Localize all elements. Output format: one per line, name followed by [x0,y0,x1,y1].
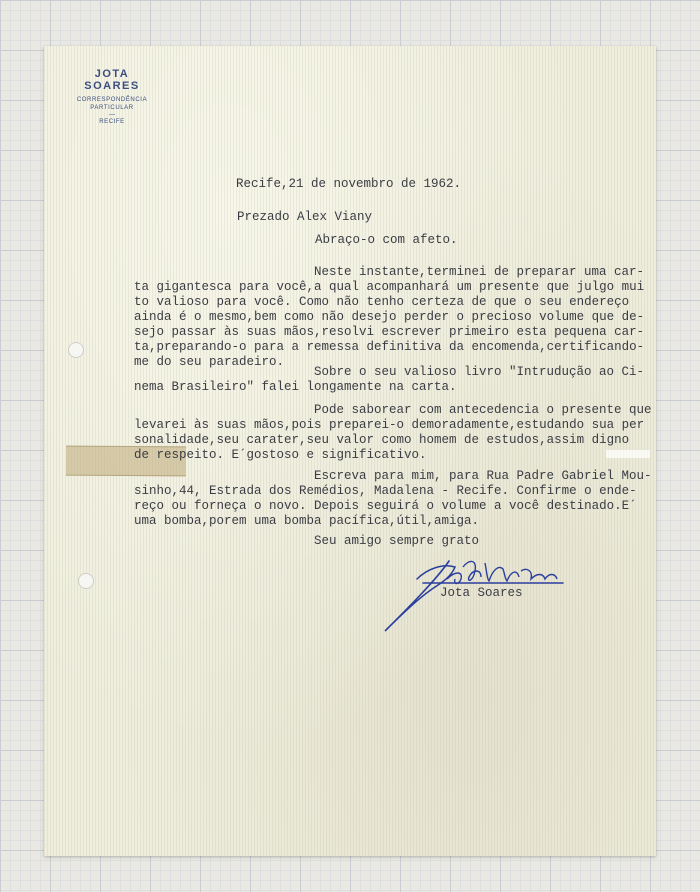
paragraph-line: sinho,44, Estrada dos Remédios, Madalena - Recife. Confirme o ende- [134,484,637,498]
letter-paper [44,46,656,856]
paragraph-line: ta gigantesca para você,a qual acompanhará um presente que julgo mui [134,280,645,294]
letterhead-dash: — [109,112,115,118]
paragraph-line: Pode saborear com antecedencia o presente que [314,403,652,417]
signature-typed-name: Jota Soares [440,586,523,600]
paragraph-line: ainda é o mesmo,bem como não desejo perder o precioso volume que de- [134,310,645,324]
paragraph-line: to valioso para você. Como não tenho certeza de que o seu endereço [134,295,630,309]
letter-body [44,46,656,856]
paragraph-line: levarei às suas mãos,pois preparei-o demoradamente,estudando sua per [134,418,645,432]
paragraph-line: reço ou forneça o novo. Depois seguirá o volume a você destinado.E´ [134,499,637,513]
paragraph-line: ta,preparando-o para a remessa definitiva da encomenda,certificando- [134,340,645,354]
letter-greeting: Abraço-o com afeto. [315,233,458,247]
paragraph-line: me do seu paradeiro. [134,355,285,369]
letter-closing: Seu amigo sempre grato [314,534,480,548]
paragraph-line: sonalidade,seu carater,seu valor como homem de estudos,assim digno [134,433,630,447]
paragraph-line: Escreva para mim, para Rua Padre Gabriel Mou- [314,469,652,483]
paragraph-line: Sobre o seu valioso livro "Intrudução ao Ci- [314,365,645,379]
letterhead-line2: PARTICULAR [90,105,134,111]
paragraph-line: sejo passar às suas mãos,resolvi escrever primeiro esta pequena car- [134,325,645,339]
letterhead-city: RECIFE [99,119,125,125]
letterhead-line1: CORRESPONDÊNCIA [76,97,148,103]
letter-salutation: Prezado Alex Viany [237,210,373,224]
handwritten-signature [377,549,577,639]
paragraph-line: uma bomba,porem uma bomba pacífica,útil,amiga. [134,514,480,528]
paragraph-line: de respeito. E´gostoso e significativo. [134,448,427,462]
letter-date: Recife,21 de novembro de 1962. [236,177,462,191]
paragraph-line: nema Brasileiro" falei longamente na carta. [134,380,457,394]
letterhead-name: JOTA SOARES [84,68,140,92]
paragraph-line: Neste instante,terminei de preparar uma car- [314,265,645,279]
